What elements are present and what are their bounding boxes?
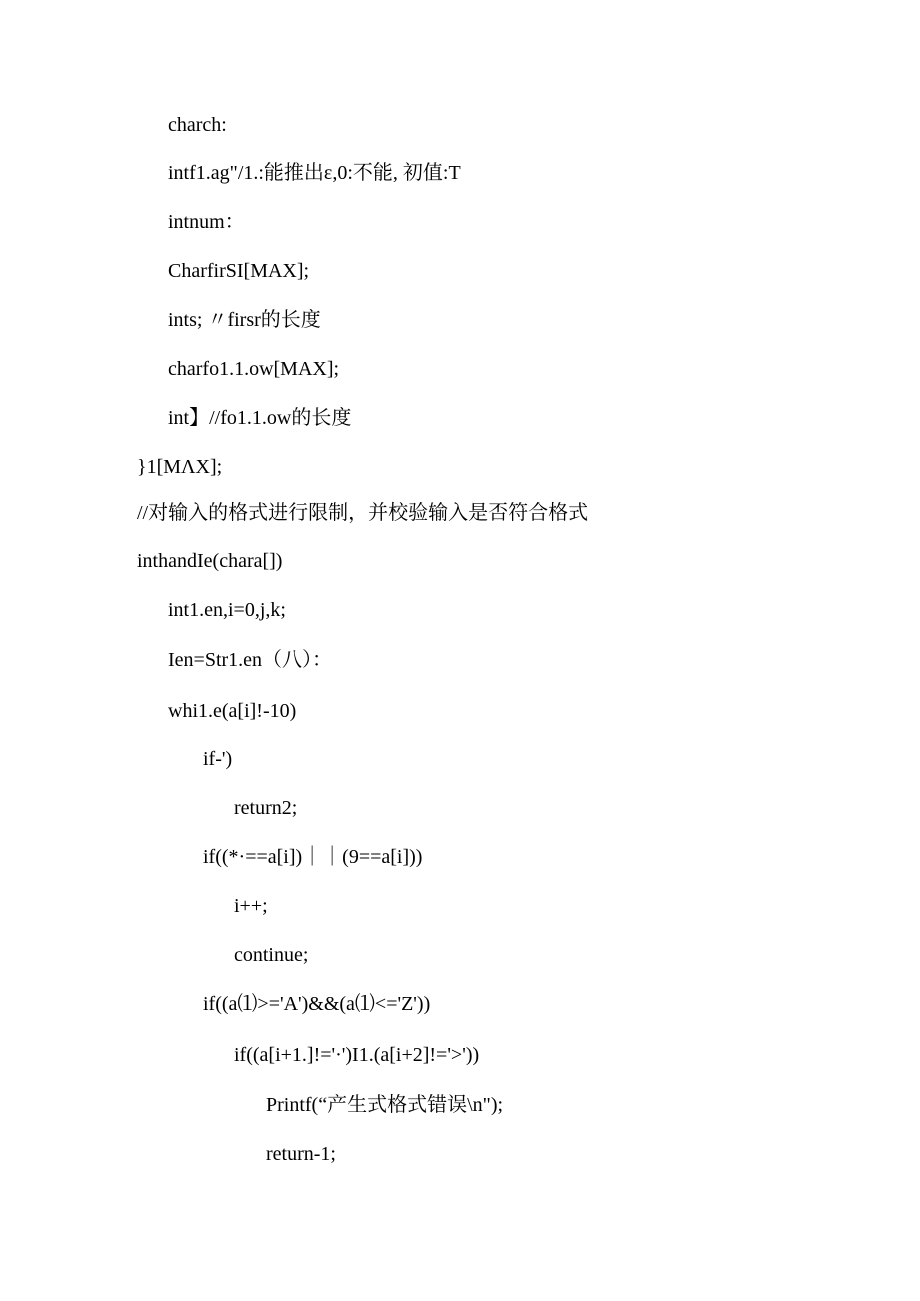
code-line-13: whi1.e(a[i]!-10) xyxy=(168,700,297,722)
code-line-16: if((*·==a[i])｜｜(9==a[i])) xyxy=(203,846,423,868)
code-comment-line: //对输入的格式进行限制，并校验输入是否符合格式 xyxy=(137,502,589,524)
code-line-7: int】//fo1.1.ow的长度 xyxy=(168,407,352,429)
code-line-18: continue; xyxy=(234,944,309,966)
code-line-2: intf1.ag"/1.:能推出ε,0:不能, 初值:T xyxy=(168,162,461,184)
code-line-14: if-') xyxy=(203,748,233,770)
code-line-19: if((a⑴>='A')&&(a⑴<='Z')) xyxy=(203,993,431,1015)
code-line-12: Ien=Str1.en（八）： xyxy=(168,649,333,671)
code-line-17: i++; xyxy=(234,895,268,917)
code-line-21: Printf(“产生式格式错误\n"); xyxy=(266,1094,504,1116)
code-line-11: int1.en,i=0,j,k; xyxy=(168,599,286,621)
code-line-1: charch: xyxy=(168,114,227,136)
code-line-8: }1[MΛX]; xyxy=(137,456,223,478)
code-line-4: CharfirSI[MAX]; xyxy=(168,260,310,282)
code-line-6: charfo1.1.ow[MAX]; xyxy=(168,358,340,380)
code-line-15: return2; xyxy=(234,797,298,819)
code-line-5: ints; 〃firsr的长度 xyxy=(168,309,321,331)
code-line-20: if((a[i+1.]!='·')I1.(a[i+2]!='>')) xyxy=(234,1044,480,1066)
code-line-3: intnum： xyxy=(168,211,245,233)
code-line-22: return-1; xyxy=(266,1143,336,1165)
code-line-10: inthandIe(chara[]) xyxy=(137,550,283,572)
